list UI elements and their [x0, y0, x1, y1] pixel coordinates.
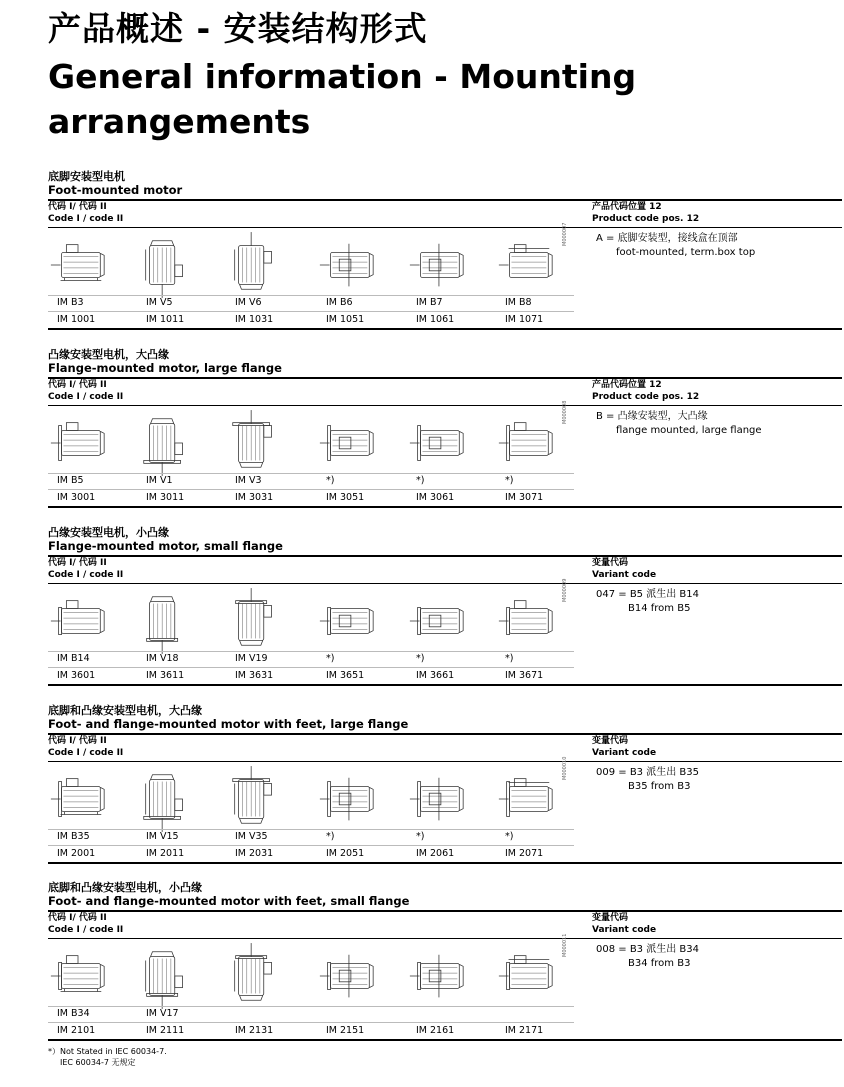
code-note: [596, 588, 699, 616]
code-header-en: Code I / code II: [48, 925, 124, 935]
product-code-header-zh: 变量代码: [592, 558, 629, 568]
code2-cell: IM 1011: [146, 314, 185, 325]
code2-cell: IM 2031: [235, 848, 274, 859]
code1-cell: IM V35: [235, 831, 268, 842]
code1-cell: IM V1: [146, 475, 173, 486]
code-note-line1: 008 = B3 派生出 B34: [596, 944, 699, 955]
motor-drawing-5: [407, 412, 467, 474]
product-code-header: [592, 735, 656, 759]
motor-drawing-2: [137, 234, 197, 296]
code2-cell: IM 2161: [416, 1025, 455, 1036]
figure-row-line: [48, 1006, 574, 1007]
code1-cell: *): [416, 831, 425, 842]
figure-id: M000008: [562, 400, 568, 424]
section-bottom-rule: [48, 1039, 842, 1041]
motor-drawing-5: [407, 590, 467, 652]
motor-drawing-4: [317, 590, 377, 652]
code1-cell: IM V5: [146, 297, 173, 308]
product-code-header-zh: 变量代码: [592, 913, 629, 923]
code2-cell: IM 2171: [505, 1025, 544, 1036]
code1-cell: IM B6: [326, 297, 353, 308]
code-note-line2: B35 from B3: [628, 781, 691, 792]
code1-cell: IM V3: [235, 475, 262, 486]
motor-drawing-4: [317, 945, 377, 1007]
code-header-en: Code I / code II: [48, 392, 124, 402]
code-header-en: Code I / code II: [48, 570, 124, 580]
section-title-en: Foot-mounted motor: [48, 183, 183, 197]
section-title-zh: 凸缘安装型电机，小凸缘: [48, 526, 169, 539]
code1-cell: *): [326, 653, 335, 664]
code-header: [48, 735, 123, 759]
motor-drawing-3: [226, 945, 286, 1007]
code2-cell: IM 2151: [326, 1025, 365, 1036]
motor-drawing-1: [48, 412, 108, 474]
motor-drawing-1: [48, 768, 108, 830]
code-header-en: Code I / code II: [48, 748, 124, 758]
section-title-en: Flange-mounted motor, large flange: [48, 361, 282, 375]
code-note-line2: B14 from B5: [628, 603, 691, 614]
code2-cell: IM 2131: [235, 1025, 274, 1036]
code-header-zh: 代码 I/ 代码 II: [48, 380, 107, 390]
motor-drawing-4: [317, 412, 377, 474]
figure-id: M000011: [562, 933, 568, 957]
code-note-line1: A = 底脚安装型，接线盒在顶部: [596, 233, 738, 244]
motor-drawing-5: [407, 945, 467, 1007]
code1-cell: IM B7: [416, 297, 443, 308]
mounting-section-1: [48, 168, 842, 333]
code-row-line: [48, 489, 574, 490]
motor-figures: [48, 412, 574, 474]
code1-cell: IM V17: [146, 1008, 179, 1019]
code-note-line1: B = 凸缘安装型，大凸缘: [596, 411, 708, 422]
section-top-rule: [48, 555, 842, 557]
figure-row-line: [48, 651, 574, 652]
motor-drawing-6: [496, 768, 556, 830]
code1-cell: IM B3: [57, 297, 84, 308]
code1-cell: IM B35: [57, 831, 90, 842]
figure-row-line: [48, 473, 574, 474]
code2-cell: IM 1051: [326, 314, 365, 325]
product-code-header-en: Variant code: [592, 748, 657, 758]
section-bottom-rule: [48, 506, 842, 508]
motor-drawing-6: [496, 234, 556, 296]
section-bottom-rule: [48, 862, 842, 864]
code-note: [596, 943, 699, 971]
code-header-zh: 代码 I/ 代码 II: [48, 558, 107, 568]
motor-drawing-1: [48, 234, 108, 296]
footnote-line2: IEC 60034-7 无规定: [60, 1058, 136, 1067]
code-note-line2: foot-mounted, term.box top: [616, 247, 756, 258]
code-note: [596, 410, 762, 438]
code2-cell: IM 2071: [505, 848, 544, 859]
page-title-en: General information - Mounting arrangements: [48, 57, 637, 141]
figure-id: M000009: [562, 578, 568, 602]
code1-cell: *): [416, 475, 425, 486]
code2-cell: IM 1071: [505, 314, 544, 325]
code2-cell: IM 1031: [235, 314, 274, 325]
mounting-section-4: [48, 702, 842, 867]
code2-cell: IM 3631: [235, 670, 274, 681]
header-rule: [48, 227, 842, 228]
motor-drawing-3: [226, 768, 286, 830]
motor-drawing-3: [226, 412, 286, 474]
code1-cell: IM V18: [146, 653, 179, 664]
header-rule: [48, 761, 842, 762]
motor-figures: [48, 945, 574, 1007]
code2-cell: IM 3031: [235, 492, 274, 503]
code2-cell: IM 3051: [326, 492, 365, 503]
code2-cell: IM 3601: [57, 670, 96, 681]
code-note: [596, 766, 699, 794]
product-code-header-en: Variant code: [592, 570, 657, 580]
motor-drawing-6: [496, 412, 556, 474]
figure-id: M000010: [562, 756, 568, 780]
motor-drawing-2: [137, 945, 197, 1007]
figure-row-line: [48, 829, 574, 830]
product-code-header-zh: 产品代码位置 12: [592, 202, 662, 212]
code1-cell: *): [505, 475, 514, 486]
code2-cell: IM 3061: [416, 492, 455, 503]
figure-row-line: [48, 295, 574, 296]
section-title-en: Foot- and flange-mounted motor with feet, small flange: [48, 894, 410, 908]
section-bottom-rule: [48, 684, 842, 686]
code1-cell: IM B5: [57, 475, 84, 486]
motor-drawing-4: [317, 234, 377, 296]
code-note: [596, 232, 755, 260]
code-note-line1: 047 = B5 派生出 B14: [596, 589, 699, 600]
section-title-zh: 底脚安装型电机: [48, 170, 125, 183]
code2-cell: IM 3661: [416, 670, 455, 681]
code2-cell: IM 1061: [416, 314, 455, 325]
footnote-line1: *）Not Stated in IEC 60034-7.: [48, 1047, 167, 1056]
motor-drawing-1: [48, 945, 108, 1007]
section-title-zh: 凸缘安装型电机，大凸缘: [48, 348, 169, 361]
motor-figures: [48, 590, 574, 652]
code-header: [48, 379, 123, 403]
code2-cell: IM 1001: [57, 314, 96, 325]
motor-drawing-6: [496, 590, 556, 652]
product-code-header-zh: 产品代码位置 12: [592, 380, 662, 390]
motor-drawing-5: [407, 768, 467, 830]
section-bottom-rule: [48, 328, 842, 330]
code1-cell: IM V6: [235, 297, 262, 308]
code1-cell: IM B8: [505, 297, 532, 308]
motor-drawing-2: [137, 590, 197, 652]
footnote: [48, 1046, 167, 1068]
motor-drawing-4: [317, 768, 377, 830]
code-row-line: [48, 667, 574, 668]
section-top-rule: [48, 199, 842, 201]
mounting-section-3: [48, 524, 842, 689]
code-header-zh: 代码 I/ 代码 II: [48, 202, 107, 212]
motor-drawing-6: [496, 945, 556, 1007]
code1-cell: IM B14: [57, 653, 90, 664]
code-note-line2: flange mounted, large flange: [616, 425, 762, 436]
code1-cell: *): [326, 475, 335, 486]
motor-drawing-3: [226, 590, 286, 652]
motor-figures: [48, 768, 574, 830]
code-row-line: [48, 845, 574, 846]
code2-cell: IM 2001: [57, 848, 96, 859]
code-header-en: Code I / code II: [48, 214, 124, 224]
code2-cell: IM 3671: [505, 670, 544, 681]
code-header-zh: 代码 I/ 代码 II: [48, 913, 107, 923]
code-note-line1: 009 = B3 派生出 B35: [596, 767, 699, 778]
code2-cell: IM 2101: [57, 1025, 96, 1036]
mounting-section-5: [48, 879, 842, 1044]
section-title-en: Flange-mounted motor, small flange: [48, 539, 283, 553]
code1-cell: *): [326, 831, 335, 842]
code-note-line2: B34 from B3: [628, 958, 691, 969]
code2-cell: IM 3001: [57, 492, 96, 503]
product-code-header: [592, 912, 656, 936]
code-row-line: [48, 1022, 574, 1023]
code-header: [48, 912, 123, 936]
code-header-zh: 代码 I/ 代码 II: [48, 736, 107, 746]
motor-drawing-2: [137, 768, 197, 830]
motor-drawing-5: [407, 234, 467, 296]
code-header: [48, 201, 123, 225]
code2-cell: IM 3011: [146, 492, 185, 503]
section-title-en: Foot- and flange-mounted motor with feet, large flange: [48, 717, 409, 731]
code2-cell: IM 3651: [326, 670, 365, 681]
motor-figures: [48, 234, 574, 296]
section-top-rule: [48, 377, 842, 379]
product-code-header-en: Product code pos. 12: [592, 214, 700, 224]
product-code-header-en: Product code pos. 12: [592, 392, 700, 402]
product-code-header: [592, 557, 656, 581]
code2-cell: IM 2011: [146, 848, 185, 859]
section-top-rule: [48, 910, 842, 912]
code2-cell: IM 3071: [505, 492, 544, 503]
code2-cell: IM 2061: [416, 848, 455, 859]
code-row-line: [48, 311, 574, 312]
product-code-header: [592, 201, 699, 225]
header-rule: [48, 405, 842, 406]
mounting-section-2: [48, 346, 842, 511]
section-top-rule: [48, 733, 842, 735]
figure-id: M000007: [562, 222, 568, 246]
code-header: [48, 557, 123, 581]
code2-cell: IM 2111: [146, 1025, 185, 1036]
code1-cell: IM V15: [146, 831, 179, 842]
section-title-zh: 底脚和凸缘安装型电机，大凸缘: [48, 704, 202, 717]
product-code-header-zh: 变量代码: [592, 736, 629, 746]
header-rule: [48, 938, 842, 939]
product-code-header: [592, 379, 699, 403]
page-title-zh: 产品概述 - 安装结构形式: [48, 9, 428, 48]
motor-drawing-1: [48, 590, 108, 652]
code1-cell: *): [416, 653, 425, 664]
code2-cell: IM 2051: [326, 848, 365, 859]
code1-cell: *): [505, 831, 514, 842]
motor-drawing-2: [137, 412, 197, 474]
code1-cell: IM B34: [57, 1008, 90, 1019]
header-rule: [48, 583, 842, 584]
code1-cell: IM V19: [235, 653, 268, 664]
code1-cell: *): [505, 653, 514, 664]
code2-cell: IM 3611: [146, 670, 185, 681]
section-title-zh: 底脚和凸缘安装型电机，小凸缘: [48, 881, 202, 894]
motor-drawing-3: [226, 234, 286, 296]
product-code-header-en: Variant code: [592, 925, 657, 935]
